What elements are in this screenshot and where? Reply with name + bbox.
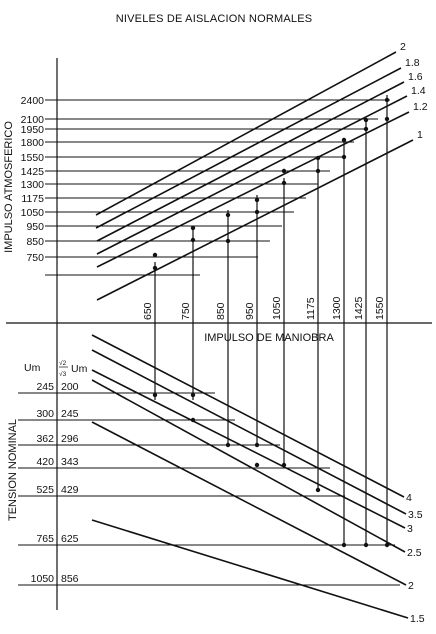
intersection-dot <box>385 117 389 121</box>
impulso-atmosferico-axis-label: IMPULSO ATMOSFERICO <box>3 121 15 253</box>
um-value: 420 <box>36 456 54 468</box>
tension-nominal-ratio-label: 3.5 <box>408 509 423 521</box>
tension-nominal-ratio-line <box>92 370 405 528</box>
tension-nominal-axis-label: TENSION NOMINAL <box>7 418 19 522</box>
impulso-atmosferico-tick-label: 2400 <box>20 95 44 107</box>
impulso-maniobra-axis-label: IMPULSO DE MANIOBRA <box>204 332 334 344</box>
impulso-maniobra-tick-label: 950 <box>244 302 256 320</box>
tension-nominal-ratio-label: 4 <box>406 492 412 504</box>
impulso-atmosferico-ratio-label: 1 <box>417 129 423 141</box>
intersection-dot <box>316 488 320 492</box>
impulso-maniobra-tick-label: 1050 <box>271 296 283 320</box>
impulso-atmosferico-ratio-label: 1.6 <box>408 71 423 83</box>
impulso-maniobra-tick-label: 1175 <box>305 297 317 320</box>
um-value: 300 <box>36 408 54 420</box>
tension-nominal-ratio-line <box>92 380 405 552</box>
impulso-atmosferico-ratio-label: 1.4 <box>411 85 426 97</box>
intersection-dot <box>153 266 157 270</box>
um-value: 765 <box>36 533 54 545</box>
um-value: 362 <box>36 433 54 445</box>
sqrt2-numerator: √2 <box>59 360 67 367</box>
intersection-dot <box>342 138 346 142</box>
intersection-dot <box>385 98 389 102</box>
tension-nominal-ratio-line <box>92 520 408 618</box>
tension-nominal-ratio-label: 2 <box>408 580 414 592</box>
impulso-atmosferico-tick-label: 1175 <box>21 193 44 205</box>
impulso-maniobra-section <box>142 95 389 547</box>
intersection-dot <box>282 181 286 185</box>
intersection-dot <box>191 226 195 230</box>
tension-nominal-ratio-label: 1.5 <box>410 613 425 625</box>
tension-nominal-ratio-line <box>92 350 406 514</box>
impulso-atmosferico-tick-label: 1425 <box>20 166 44 178</box>
intersection-dot <box>316 169 320 173</box>
intersection-dot <box>255 198 259 202</box>
impulso-atmosferico-tick-label: 1950 <box>20 124 44 136</box>
impulso-atmosferico-tick-label: 950 <box>26 221 44 233</box>
intersection-dot <box>364 127 368 131</box>
intersection-dot <box>226 213 230 217</box>
tension-nominal-ratio-label: 3 <box>407 523 413 535</box>
impulso-atmosferico-tick-label: 2100 <box>20 114 44 126</box>
impulso-atmosferico-tick-label: 1050 <box>20 207 44 219</box>
impulso-maniobra-tick-label: 1300 <box>331 296 343 320</box>
intersection-dot <box>191 238 195 242</box>
intersection-dot <box>342 155 346 159</box>
um-scaled-value: 296 <box>61 433 79 445</box>
intersection-dot <box>153 253 157 257</box>
impulso-maniobra-tick-label: 1550 <box>374 296 386 320</box>
tension-nominal-ratio-line <box>92 422 406 585</box>
impulso-atmosferico-ratio-line <box>96 52 396 215</box>
tension-nominal-ratio-label: 2.5 <box>407 547 422 559</box>
um-value: 1050 <box>30 573 54 585</box>
tension-nominal-section <box>7 335 425 625</box>
impulso-atmosferico-tick-label: 750 <box>26 252 44 264</box>
impulso-atmosferico-ratio-line <box>96 68 401 228</box>
um-value: 525 <box>36 484 54 496</box>
impulso-maniobra-tick-label: 750 <box>180 302 192 320</box>
um-scaled-value: 429 <box>61 484 79 496</box>
um-scaled-value: 245 <box>61 408 79 420</box>
um-scaled-value: 625 <box>61 533 79 545</box>
impulso-atmosferico-tick-label: 1300 <box>20 179 44 191</box>
intersection-dot <box>255 463 259 467</box>
impulso-atmosferico-tick-label: 1800 <box>20 137 44 149</box>
impulso-atmosferico-tick-label: 1550 <box>20 152 44 164</box>
impulso-maniobra-tick-label: 650 <box>142 302 154 320</box>
intersection-dot <box>282 169 286 173</box>
um-scaled-column-header: Um <box>71 363 88 375</box>
impulso-atmosferico-ratio-label: 1.8 <box>405 57 420 69</box>
chart-title: NIVELES DE AISLACION NORMALES <box>115 13 313 25</box>
intersection-dot <box>226 239 230 243</box>
um-scaled-value: 200 <box>61 381 79 393</box>
um-scaled-value: 856 <box>61 573 79 585</box>
impulso-atmosferico-tick-label: 850 <box>26 236 44 248</box>
impulso-atmosferico-ratio-line <box>97 96 407 254</box>
intersection-dot <box>316 156 320 160</box>
sqrt3-denominator: √3 <box>59 371 67 378</box>
impulso-maniobra-tick-label: 1425 <box>353 296 365 320</box>
tension-nominal-ratio-line <box>92 335 404 497</box>
impulso-maniobra-tick-label: 850 <box>215 302 227 320</box>
impulso-atmosferico-ratio-line <box>97 82 404 241</box>
intersection-dot <box>255 210 259 214</box>
intersection-dot <box>364 118 368 122</box>
um-scaled-value: 343 <box>61 456 79 468</box>
um-value: 245 <box>36 381 54 393</box>
impulso-atmosferico-section <box>3 41 428 300</box>
impulso-atmosferico-ratio-label: 2 <box>400 41 406 53</box>
um-column-header: Um <box>24 362 41 374</box>
impulso-atmosferico-ratio-label: 1.2 <box>413 101 428 113</box>
